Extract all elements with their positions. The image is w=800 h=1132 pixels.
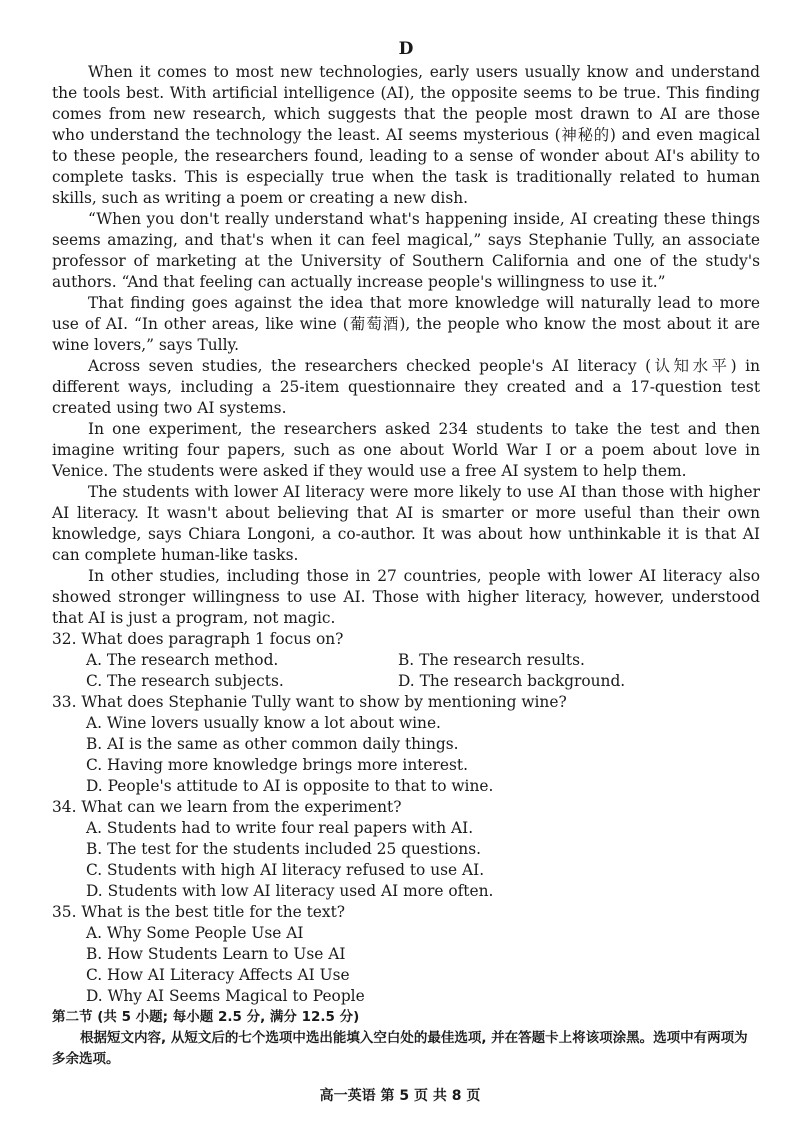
passage-body — [52, 62, 760, 629]
option-b: B. The test for the students included 25 questions. — [86, 840, 482, 858]
passage-paragraph-3: That finding goes against the idea that more knowledge will naturally lead to more use of AI. “In other areas, like wine (葡萄酒), the people who know the most about it are wine lovers,” says Tully. — [52, 294, 760, 354]
section-two — [52, 1007, 760, 1070]
question-stem: 34. What can we learn from the experiment? — [52, 798, 402, 816]
options — [52, 650, 760, 692]
option-d: D. Students with low AI literacy used AI more often. — [86, 882, 494, 900]
page-footer: 高一英语 第 5 页 共 8 页 — [319, 1088, 481, 1104]
option-a: A. Wine lovers usually know a lot about wine. — [86, 714, 441, 732]
option-d: D. Why AI Seems Magical to People — [86, 987, 365, 1005]
question-stem: 35. What is the best title for the text? — [52, 903, 346, 921]
options — [52, 713, 760, 797]
exam-page — [52, 38, 760, 1070]
option-d: D. The research background. — [398, 672, 626, 690]
question-stem: 33. What does Stephanie Tully want to show by mentioning wine? — [52, 693, 567, 711]
section-two-instruction: 根据短文内容, 从短文后的七个选项中选出能填入空白处的最佳选项, 并在答题卡上将该项涂黑。选项中有两项为多余选项。 — [52, 1030, 748, 1067]
option-b: B. How Students Learn to Use AI — [86, 945, 346, 963]
option-c: C. How AI Literacy Affects AI Use — [86, 966, 350, 984]
option-c: C. Having more knowledge brings more interest. — [86, 756, 468, 774]
option-c: C. The research subjects. — [86, 672, 284, 690]
question-33 — [52, 692, 760, 797]
passage-paragraph-2: “When you don't really understand what's happening inside, AI creating these things seems amazing, and that's when it can feel magical,” says Stephanie Tully, an associate professor of marketing at the University of Southern California and one of the study's authors. “And that feeling can actually increase people's willingness to use it.” — [52, 210, 760, 291]
question-list — [52, 629, 760, 1007]
question-34 — [52, 797, 760, 902]
option-b: B. The research results. — [398, 651, 585, 669]
option-a: A. Why Some People Use AI — [86, 924, 304, 942]
question-35 — [52, 902, 760, 1007]
option-c: C. Students with high AI literacy refused to use AI. — [86, 861, 485, 879]
question-32 — [52, 629, 760, 692]
options — [52, 818, 760, 902]
option-b: B. AI is the same as other common daily things. — [86, 735, 459, 753]
passage-paragraph-4: Across seven studies, the researchers checked people's AI literacy (认知水平) in different ways, including a 25-item questionnaire they created and a 17-question test created using two AI systems. — [52, 357, 760, 417]
passage-paragraph-7: In other studies, including those in 27 countries, people with lower AI literacy also showed stronger willingness to use AI. Those with higher literacy, however, understood that AI is just a program, not magic. — [52, 567, 760, 627]
passage-paragraph-5: In one experiment, the researchers asked 234 students to take the test and then imagine writing four papers, such as one about World War I or a poem about love in Venice. The students were asked if they would use a free AI system to help them. — [52, 420, 760, 480]
options — [52, 923, 760, 1007]
option-a: A. The research method. — [86, 651, 279, 669]
section-two-heading: 第二节 (共 5 小题; 每小题 2.5 分, 满分 12.5 分) — [52, 1009, 360, 1025]
option-a: A. Students had to write four real papers with AI. — [86, 819, 474, 837]
question-stem: 32. What does paragraph 1 focus on? — [52, 630, 344, 648]
passage-paragraph-1: When it comes to most new technologies, early users usually know and understand the tools best. With artificial intelligence (AI), the opposite seems to be true. This finding comes from new research, which suggests that the people most drawn to AI are those who understand the technology the least. AI seems mysterious (神秘的) and even magical to these people, the researchers found, leading to a sense of wonder about AI's ability to complete tasks. This is especially true when the task is traditionally related to human skills, such as writing a poem or creating a new dish. — [52, 63, 760, 207]
option-d: D. People's attitude to AI is opposite to that to wine. — [86, 777, 494, 795]
passage-paragraph-6: The students with lower AI literacy were more likely to use AI than those with higher AI literacy. It wasn't about believing that AI is smarter or more useful than their own knowledge, says Chiara Longoni, a co-author. It was about how unthinkable it is that AI can complete human-like tasks. — [52, 483, 760, 564]
passage-letter: D — [398, 39, 414, 59]
